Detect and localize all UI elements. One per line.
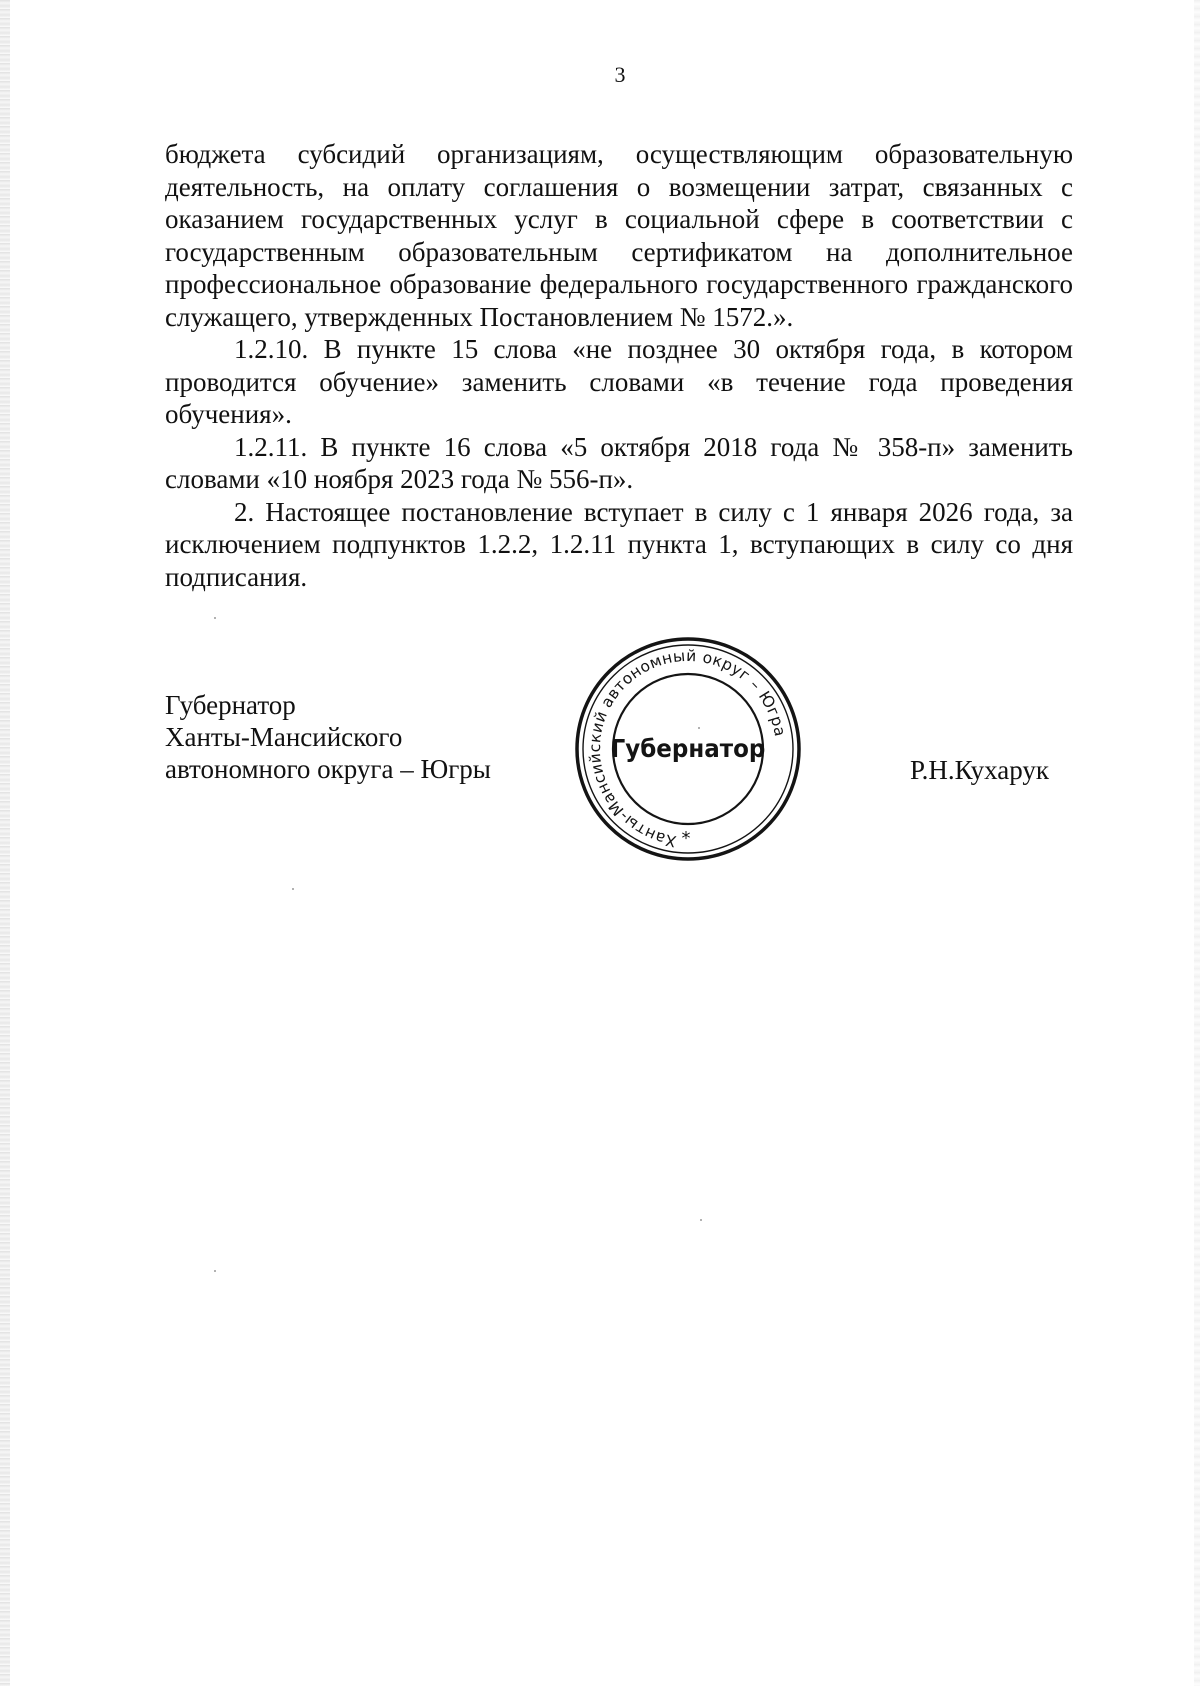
paragraph-2: 2. Настоящее постановление вступает в силу с 1 января 2026 года, за исключением подпунктов 1.2.2, 1.2.11 пункта 1, вступающих в силу со дня подписания. [165,496,1073,592]
seal-star: * [681,828,691,849]
scan-speck [214,1270,216,1272]
signatory-name: Р.Н.Кухарук [910,755,1050,785]
scan-speck [700,1219,702,1221]
scan-edge-left [0,0,10,1686]
paragraph-1-2-11: 1.2.11. В пункте 16 слова «5 октября 2018 года № 358-п» заменить словами «10 ноября 2023 года № 556-п». [165,431,1073,494]
signatory-position-line: автономного округа – Югры [165,754,491,784]
paragraph-1-2-10: 1.2.10. В пункте 15 слова «не позднее 30 октября года, в котором проводится обучение» заменить словами «в течение года проведения обучения». [165,334,1073,429]
scan-speck [698,727,700,729]
seal-center-text: Губернатор [610,734,766,764]
signatory-position-line: Ханты-Мансийского [165,722,403,752]
scan-speck [214,617,216,619]
document-body [165,138,1073,593]
scan-edge-right [1194,0,1200,1686]
page-number: 3 [614,62,626,87]
official-seal [573,634,803,864]
paragraph-continuation: бюджета субсидий организациям, осуществляющим образовательную деятельность, на оплату соглашения о возмещении затрат, связанных с оказанием государственных услуг в социальной сфере в соответствии с государственным образовательным сертификатом на дополнительное профессиональное образование федерального государственного гражданского служащего, утвержденных Постановлением № 1572.». [165,139,1073,332]
scan-speck [292,888,294,890]
seal-ring-text: Ханты-Мансийский автономный округ – Югра [585,646,790,851]
signatory-position [165,689,491,785]
signatory-position-line: Губернатор [165,690,296,720]
